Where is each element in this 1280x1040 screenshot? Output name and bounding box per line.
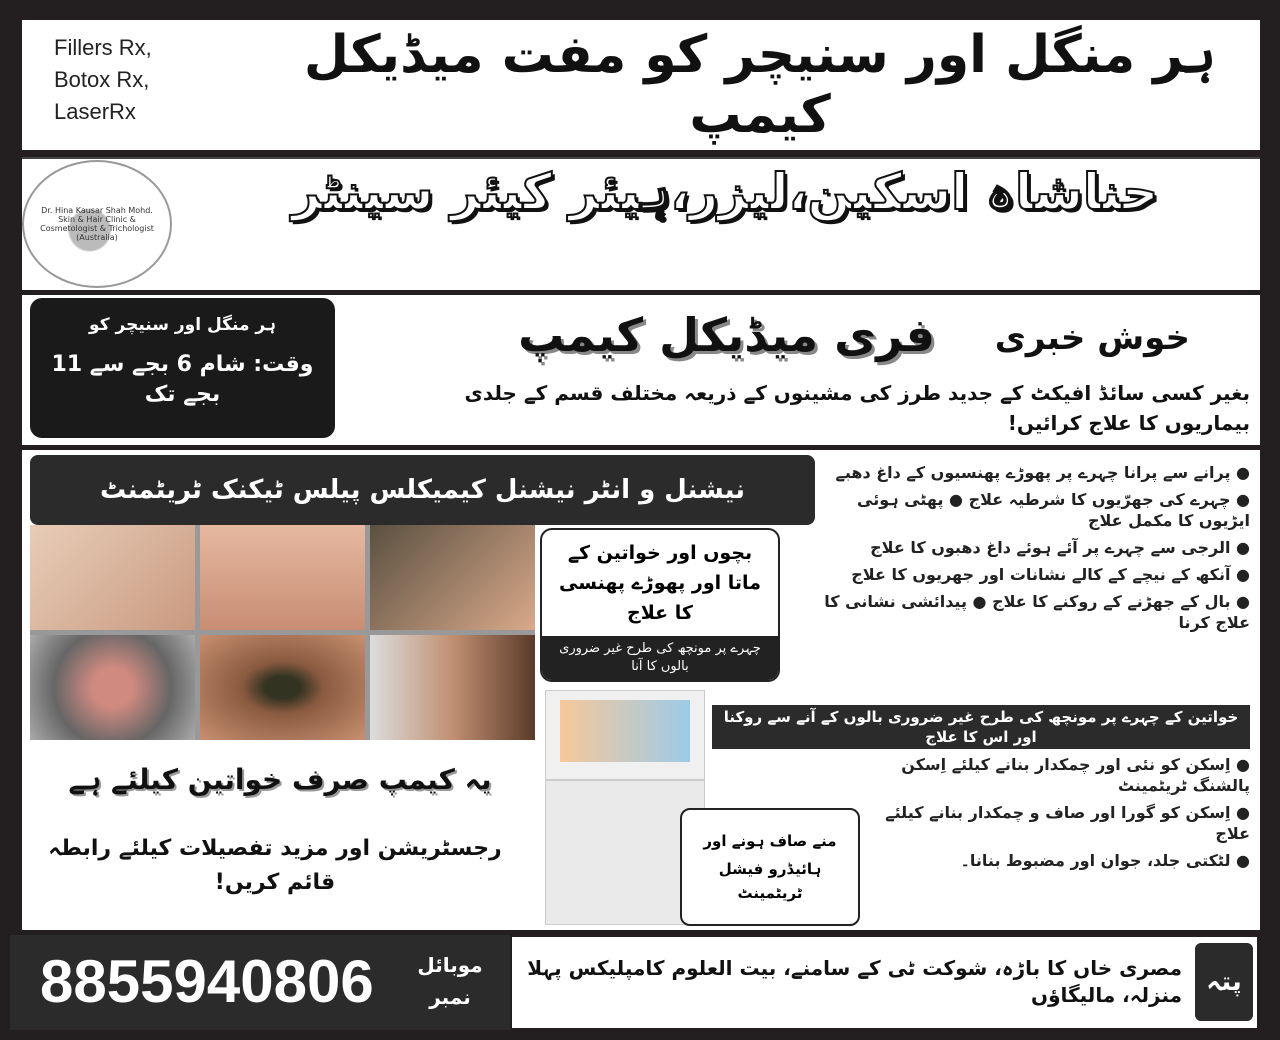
phone-number[interactable]: 8855940806 xyxy=(40,948,374,1015)
address-panel xyxy=(512,937,1257,1028)
treatment-bullet: ● اِسکن کو نئی اور چمکدار بنانے کیلئے اِسکن پالشنگ ٹریٹمینٹ xyxy=(868,754,1250,796)
address-text: مصری خاں کا باڑہ، شوکت ٹی کے سامنے، بیت العلوم کامپلیکس پہلا منزلہ، مالیگاؤں xyxy=(527,956,1182,1007)
clinic-name: حناشاہ اسکین،لیزر،ہیئر کیئر سینٹر xyxy=(291,163,1159,221)
treatment-list-bottom xyxy=(868,754,1250,871)
service-botox: Botox Rx, xyxy=(54,67,150,92)
treatment-bullet: ● چہرے کی جھرّیوں کا شرطیہ علاج ● پھٹی ہوئی ایڑیوں کا مکمل علاج xyxy=(822,489,1250,531)
schedule-days: ہر منگل اور سنیچر کو xyxy=(89,315,276,335)
treatment-bullet: ● بال کے جھڑنے کے روکنے کا علاج ● پیدائشی نشانی کا علاج کرنا xyxy=(822,591,1250,633)
schedule-time: وقت: شام 6 بجے سے 11 بجے تک xyxy=(51,352,314,407)
treatment-bullet: ● آنکھ کے نیچے کے کالے نشانات اور جھریوں کا علاج xyxy=(822,564,1250,585)
women-only-notice: یہ کیمپ صرف خواتین کیلئے ہے xyxy=(68,763,492,796)
hydrafacial-box xyxy=(680,808,860,926)
service-fillers: Fillers Rx, xyxy=(54,35,152,60)
women-facial-hair-banner: خواتین کے چہرے پر مونچھ کی طرح غیر ضروری بالوں کے آنے سے روکنا اور اس کا علاج xyxy=(712,705,1250,749)
treatment-bullet: ● لٹکتی جلد، جوان اور مضبوط بنانا۔ xyxy=(868,850,1250,871)
treatment-bullet: ● پرانے سے پرانا چہرے پر پھوڑے پھنسیوں کے داغ دھبے xyxy=(822,462,1250,483)
main-title: ہر منگل اور سنیچر کو مفت میڈیکل کیمپ xyxy=(303,25,1217,145)
treatment-list-top xyxy=(822,462,1250,633)
hydrafacial-line: منے صاف ہونے اور xyxy=(703,832,837,850)
photo-child xyxy=(30,525,195,630)
photo-hair-loss xyxy=(370,635,535,740)
children-treatment-box xyxy=(540,528,780,682)
phone-panel xyxy=(10,935,510,1030)
free-camp-title: فری میڈیکل کیمپ xyxy=(518,308,935,362)
registration-notice: رجسٹریشن اور مزید تفصیلات کیلئے رابطہ قائم کریں! xyxy=(48,836,502,895)
phone-label: موبائل نمبر xyxy=(417,953,483,1009)
announcement-subtitle: بغیر کسی سائڈ افیکٹ کے جدید طرز کی مشینوں کے ذریعہ مختلف قسم کے جلدی بیماریوں کا علاج کرائیں! xyxy=(464,381,1250,435)
children-treatment-text: بچوں اور خواتین کے ماتا اور پھوڑے پھنسی کا علاج xyxy=(559,542,761,624)
service-laser: LaserRx xyxy=(54,99,136,124)
facial-hair-text: چہرے پر مونچھ کی طرح غیر ضروری بالوں کا آنا xyxy=(542,636,778,680)
treatment-banner: نیشنل و انٹر نیشنل کیمیکلس پیلس ٹیکنک ٹریٹمنٹ xyxy=(30,455,815,525)
clinic-logo: Dr. Hina Kausar Shah Mohd. Skin & Hair Clinic & Cosmetologist & Trichologist (Australia) xyxy=(22,160,172,288)
treatment-bullet: ● اِسکن کو گورا اور صاف و چمکدار بنانے کیلئے علاج xyxy=(868,802,1250,844)
good-news: خوش خبری xyxy=(994,318,1190,358)
photo-stretch-marks xyxy=(200,525,365,630)
photo-dark-circles xyxy=(200,635,365,740)
treatment-photos xyxy=(30,525,535,740)
photo-scalp xyxy=(30,635,195,740)
hydrafacial-line: ہائیڈرو فیشل ٹریٹمینٹ xyxy=(718,860,822,902)
schedule-box xyxy=(30,298,335,438)
treatment-bullet: ● الرجی سے چہرے پر آئے ہوئے داغ دھبوں کا علاج xyxy=(822,537,1250,558)
english-services xyxy=(54,32,152,128)
address-label: پتہ xyxy=(1195,943,1253,1021)
photo-mole xyxy=(370,525,535,630)
